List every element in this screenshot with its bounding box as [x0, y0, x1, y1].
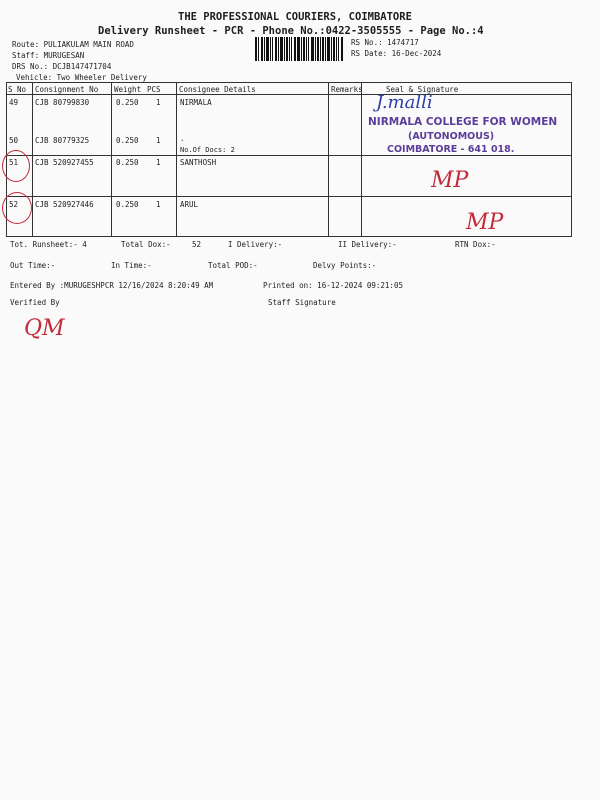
row-sno: 49 — [9, 98, 19, 107]
row-weight: 0.250 — [116, 200, 139, 209]
row-consignment-no: CJB 80779325 — [35, 136, 90, 145]
table-col-divider — [328, 82, 329, 237]
row-consignee: NIRMALA — [180, 98, 212, 107]
staff-signature-label: Staff Signature — [268, 298, 336, 307]
verified-by-label: Verified By — [10, 298, 60, 307]
row-doc-count: No.Of Docs: 2 — [180, 146, 235, 154]
col-header-weight: Weight — [114, 85, 142, 94]
rs-date-line: RS Date: 16-Dec-2024 — [351, 49, 442, 58]
row-consignment-no: CJB 520927455 — [35, 158, 94, 167]
row-consignment-no: CJB 80799830 — [35, 98, 90, 107]
col-header-consignee: Consignee Details — [179, 85, 256, 94]
row-pcs: 1 — [156, 200, 161, 209]
entered-by: Entered By :MURUGESHPCR 12/16/2024 8:20:49 AM — [10, 281, 214, 290]
company-title: THE PROFESSIONAL COURIERS, COIMBATORE — [178, 11, 412, 23]
col-header-remarks: Remarks — [331, 85, 363, 94]
handwritten-signature: J.malli — [376, 92, 433, 113]
hand-drawn-circle-mark — [2, 150, 30, 182]
tot-runsheet: Tot. Runsheet:- 4 — [10, 240, 87, 249]
vehicle-line: Vehicle: Two Wheeler Delivery — [16, 73, 147, 82]
table-col-divider — [111, 82, 112, 237]
total-dox-label: Total Dox:- — [121, 240, 171, 249]
row-pcs: 1 — [156, 158, 161, 167]
rs-no-line: RS No.: 1474717 — [351, 38, 419, 47]
row-consignment-no: CJB 520927446 — [35, 200, 94, 209]
runsheet-subtitle: Delivery Runsheet - PCR - Phone No.:0422-3505555 - Page No.:4 — [98, 25, 484, 37]
row-sno: 51 — [9, 158, 19, 167]
table-col-divider — [176, 82, 177, 237]
row-weight: 0.250 — [116, 158, 139, 167]
hand-drawn-circle-mark — [2, 192, 32, 224]
table-header-divider — [6, 94, 572, 95]
printed-on: Printed on: 16-12-2024 09:21:05 — [263, 281, 403, 290]
drs-line: DRS No.: DCJB147471704 — [12, 62, 112, 71]
rtn-dox: RTN Dox:- — [455, 240, 496, 249]
table-row-divider — [6, 155, 572, 156]
ii-delivery: II Delivery:- — [338, 240, 397, 249]
i-delivery: I Delivery:- — [228, 240, 283, 249]
in-time: In Time:- — [111, 261, 152, 270]
handwritten-initials: MP — [431, 168, 469, 193]
row-consignee: SANTHOSH — [180, 158, 217, 167]
row-weight: 0.250 — [116, 98, 139, 107]
table-col-divider — [32, 82, 33, 237]
handwritten-initials: MP — [466, 210, 504, 235]
table-row-divider — [6, 196, 572, 197]
total-pod: Total POD:- — [208, 261, 258, 270]
row-sno: 50 — [9, 136, 19, 145]
col-header-sno: S No — [8, 85, 27, 94]
col-header-seal-signature: Seal & Signature — [386, 85, 459, 94]
barcode-image — [255, 37, 343, 61]
row-sno: 52 — [9, 200, 19, 209]
row-consignee: . — [180, 134, 185, 143]
staff-line: Staff: MURUGESAN — [12, 51, 85, 60]
row-pcs: 1 — [156, 98, 161, 107]
row-pcs: 1 — [156, 136, 161, 145]
row-consignee: ARUL — [180, 200, 199, 209]
out-time: Out Time:- — [10, 261, 56, 270]
handwritten-verified-mark: QM — [24, 316, 65, 341]
row-weight: 0.250 — [116, 136, 139, 145]
table-col-divider — [361, 82, 362, 237]
route-line: Route: PULIAKULAM MAIN ROAD — [12, 40, 134, 49]
college-stamp-line-3: COIMBATORE - 641 018. — [387, 144, 515, 155]
college-stamp-line-1: NIRMALA COLLEGE FOR WOMEN — [368, 116, 558, 128]
delvy-points: Delvy Points:- — [313, 261, 377, 270]
col-header-pcs: PCS — [147, 85, 161, 94]
total-dox-value: 52 — [192, 240, 202, 249]
col-header-consignment: Consignment No — [35, 85, 99, 94]
college-stamp-line-2: (AUTONOMOUS) — [408, 131, 495, 142]
